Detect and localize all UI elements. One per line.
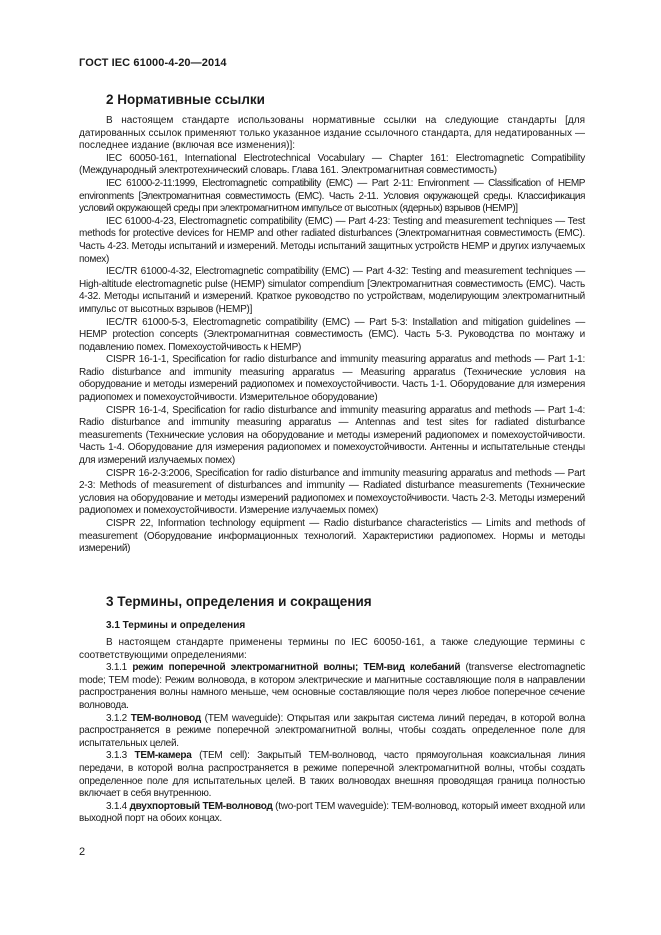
reference-item: IEC 60050-161, International Electrotechnical Vocabulary — Chapter 161: Electromagnetic Compatibility (Международный электротехнический словарь. Глава 161. Электромагнитная совместимость) xyxy=(79,152,585,177)
page-number: 2 xyxy=(79,846,86,858)
term-entry xyxy=(79,801,585,826)
section-2-body xyxy=(79,115,585,556)
reference-item: CISPR 22, Information technology equipment — Radio disturbance characteristics — Limits and methods of measurement (Оборудование информационных технологий. Характеристики радиопомех. Нормы и методы измерений) xyxy=(79,518,585,555)
term-entry xyxy=(79,662,585,712)
term-definition: (TEM cell): Закрытый ТЕМ-волновод, часто прямоугольная коаксиальная линия передачи, в которой волна распространяется в режиме поперечной электромагнитной волны, чтобы создать определенное поле для испытательных целей. В таких волноводах внешняя проводящая граница полностью включает в себя внутреннюю. xyxy=(79,750,585,800)
term-name: ТЕМ-волновод xyxy=(130,712,201,724)
section-3-1-body xyxy=(79,637,585,826)
reference-item: IEC/TR 61000-5-3, Electromagnetic compatibility (EMC) — Part 5-3: Installation and mitigation guidelines — HEMP protection concepts (Электромагнитная совместимость (ЕМС). Часть 5-3. Руководства по монтажу и подавлению помех. Помехоустойчивость к HEMP) xyxy=(79,316,585,353)
term-entry xyxy=(79,713,585,751)
reference-item: IEC/TR 61000-4-32, Electromagnetic compatibility (EMC) — Part 4-32: Testing and measurement techniques — High-altitude electromagnetic pulse (HEMP) simulator compendium [Электромагнитная совместимость (ЕМС). Часть 4-32. Методы испытаний и измерений. Краткое руководство по устройствам, моделирующим электромагнитный импульс от высотных взрывов (HEMP)] xyxy=(79,266,585,315)
term-definition: (two-port TEM waveguide): ТЕМ-волновод, который имеет входной или выходной порт на обоих концах. xyxy=(79,800,585,825)
reference-item: IEC 61000-2-11:1999, Electromagnetic compatibility (EMC) — Part 2-11: Environment — Classification of HEMP environments [Электромагнитная совместимость (ЕМС). Часть 2-11. Условия окружающей среды. Классификация условий окружающей среды при электромагнитном импульсе от высотных (ядерных) взрывов (HEMP)] xyxy=(79,177,585,215)
term-number: 3.1.1 xyxy=(106,662,127,674)
reference-item: CISPR 16-1-1, Specification for radio disturbance and immunity measuring apparatus and methods — Part 1-1: Radio disturbance and immunity measuring apparatus — Measuring apparatus (Технические условия на оборудование и методы измерений радиопомех и помехоустойчивости. Часть 1-1. Оборудование для измерения радиопомех и помехоустойчивости. Измерительное оборудование) xyxy=(79,354,585,404)
term-definition: (TEM waveguide): Открытая или закрытая система линий передач, в которой волна распространяется в режиме поперечной электромагнитной волны, чтобы создать определенное поле для испытательных целей. xyxy=(79,712,586,749)
subsection-intro: В настоящем стандарте применены термины по IEC 60050-161, а также следующие термины с соответствующими определениями: xyxy=(79,637,585,661)
reference-item: IEC 61000-4-23, Electromagnetic compatibility (EMC) — Part 4-23: Testing and measurement techniques — Test methods for protective devices for HEMP and other radiated disturbances (Электромагнитная совместимость (ЕМС). Часть 4-23. Методы испытаний и измерений. Методы испытаний защитных устройств HEMP и других излучаемых помех) xyxy=(79,215,585,265)
term-name: ТЕМ-камера xyxy=(134,750,192,762)
section-2-intro: В настоящем стандарте использованы нормативные ссылки на следующие стандарты [для датированных ссылок применяют только указанное издание ссылочного стандарта, для недатированных — последнее издание (включая все изменения)]: xyxy=(79,115,585,152)
term-number: 3.1.4 xyxy=(106,800,127,812)
term-name: режим поперечной электромагнитной волны; ТЕМ-вид колебаний xyxy=(132,662,461,674)
section-3-title: 3 Термины, определения и сокращения xyxy=(106,594,372,609)
reference-item: CISPR 16-2-3:2006, Specification for radio disturbance and immunity measuring apparatus and methods — Part 2-3: Methods of measurement of disturbances and immunity — Radiated disturbance measurements (Технические условия на оборудование и методы измерений радиопомех и помехоустойчивости. Часть 2-3. Методы измерений радиопомех и помехоустойчивости. Измерение излучаемых помех) xyxy=(79,467,585,517)
reference-item: CISPR 16-1-4, Specification for radio disturbance and immunity measuring apparatus and methods — Part 1-4: Radio disturbance and immunity measuring apparatus — Antennas and test sites for radiated disturbance measurements (Технические условия на оборудование и методы измерений радиопомех и помехоустойчивости. Часть 1-4. Оборудование для измерения радиопомех и помехоустойчивости. Антенны и испытательные стенды для измерений излучаемых помех) xyxy=(79,404,585,467)
term-definition: (transverse electromagnetic mode; TEM mode): Режим волновода, в котором электрические и магнитные составляющие поля в направлении распространения волны намного меньше, чем основные составляющие поля через любое поперечное сечение волновода. xyxy=(79,662,585,711)
section-2-title: 2 Нормативные ссылки xyxy=(106,92,265,107)
term-entry xyxy=(79,750,585,800)
document-header: ГОСТ IEC 61000-4-20—2014 xyxy=(79,57,227,69)
subsection-3-1-title: 3.1 Термины и определения xyxy=(106,620,246,631)
term-name: двухпортовый ТЕМ-волновод xyxy=(129,800,273,812)
term-number: 3.1.3 xyxy=(106,750,127,762)
term-number: 3.1.2 xyxy=(106,712,127,724)
